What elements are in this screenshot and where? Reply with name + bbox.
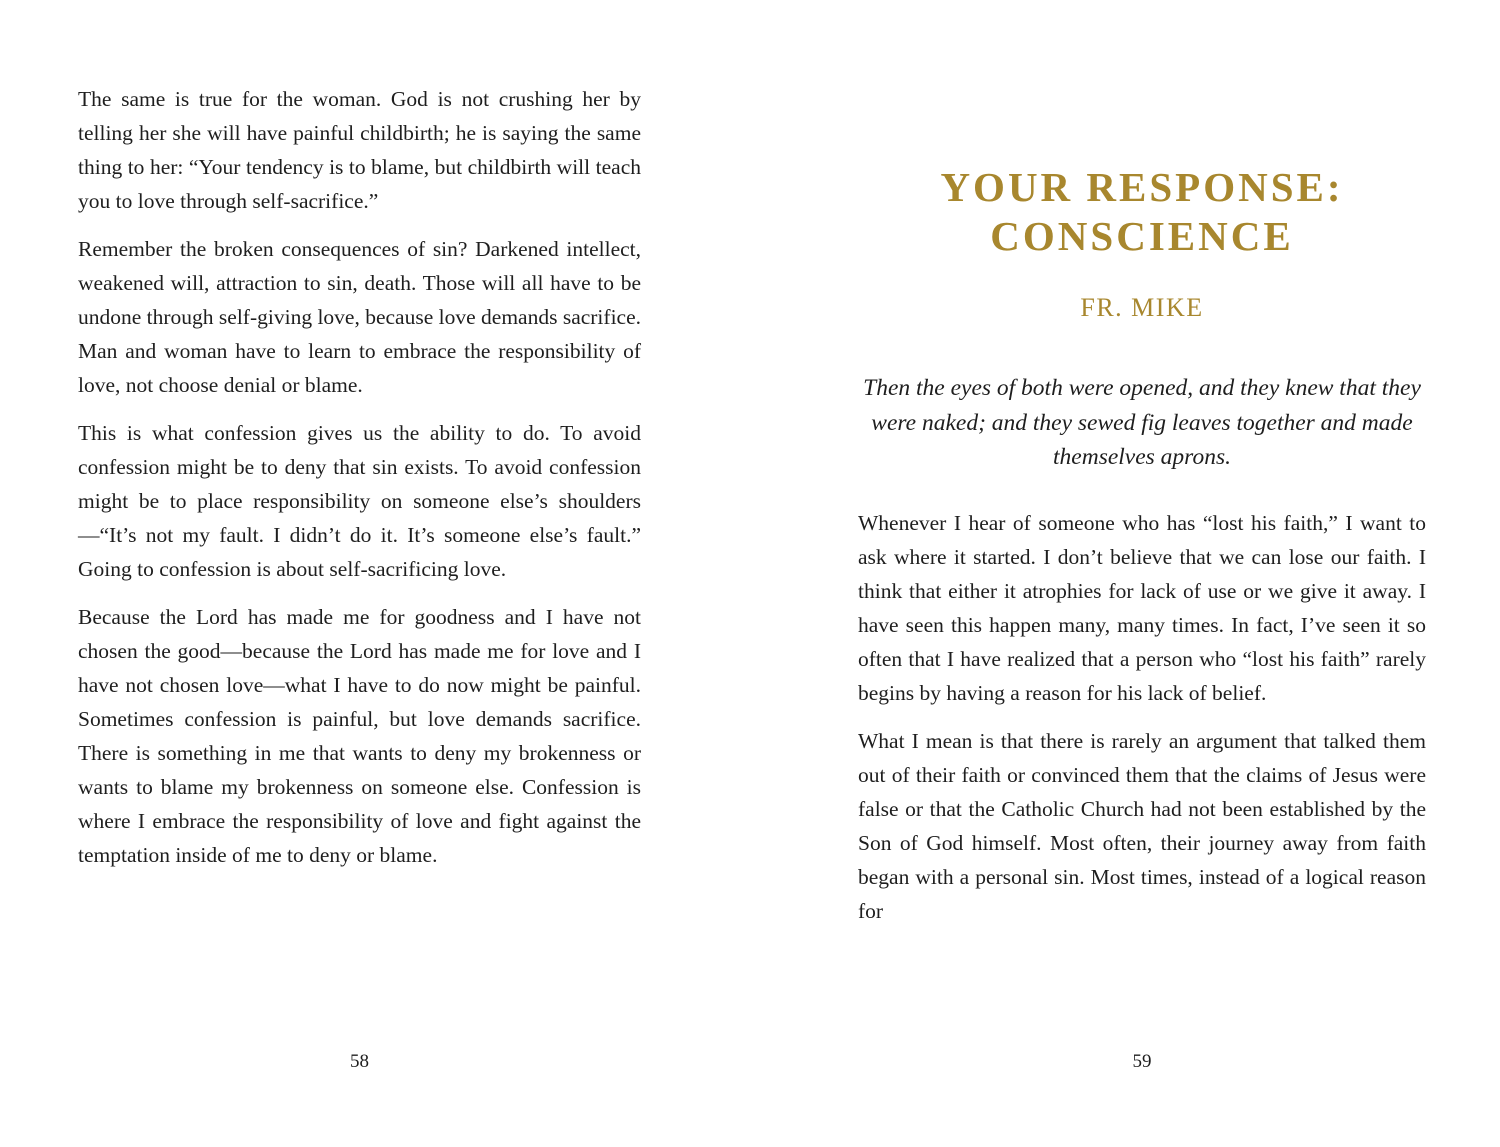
page-right <box>858 0 1426 1147</box>
chapter-title <box>858 163 1426 261</box>
right-body-text <box>858 506 1426 942</box>
left-paragraph-1: The same is true for the woman. God is not crushing her by telling her she will have painful childbirth; he is saying the same thing to her: “Your tendency is to blame, but childbirth will teach you to love through self-sacrifice.” <box>78 87 641 213</box>
page-number-right: 59 <box>1132 1051 1152 1072</box>
right-paragraph-2: What I mean is that there is rarely an argument that talked them out of their faith or convinced them that the claims of Jesus were false or that the Catholic Church had not been established by the Son of God himself. Most often, their journey away from faith began with a personal sin. Most times, instead of a logical reason for <box>858 729 1426 923</box>
left-paragraph-2: Remember the broken consequences of sin? Darkened intellect, weakened will, attraction to sin, death. Those will all have to be undone through self-giving love, because love demands sacrifice. Man and woman have to learn to embrace the responsibility of love, not choose denial or blame. <box>78 237 641 397</box>
page-number-left: 58 <box>350 1051 369 1072</box>
chapter-author: FR. MIKE <box>1080 293 1204 322</box>
chapter-title-line-2: CONSCIENCE <box>990 213 1294 259</box>
right-paragraph-1: Whenever I hear of someone who has “lost his faith,” I want to ask where it started. I don’t believe that we can lose our faith. I think that either it atrophies for lack of use or we give it away. I have seen this happen many, many times. In fact, I’ve seen it so often that I have realized that a person who “lost his faith” rarely begins by having a reason for his lack of belief. <box>858 511 1426 705</box>
chapter-title-line-1: YOUR RESPONSE: <box>940 164 1344 210</box>
left-paragraph-3: This is what confession gives us the ability to do. To avoid confession might be to deny that sin exists. To avoid confession might be to place responsibility on someone else’s shoulders—“It’s not my fault. I didn’t do it. It’s someone else’s fault.” Going to confession is about self-sacrificing love. <box>78 421 641 581</box>
left-paragraph-4: Because the Lord has made me for goodness and I have not chosen the good—because the Lord has made me for love and I have not chosen love—what I have to do now might be painful. Sometimes confession is painful, but love demands sacrifice. There is something in me that wants to deny my brokenness or wants to blame my brokenness on someone else. Confession is where I embrace the responsibility of love and fight against the temptation inside of me to deny or blame. <box>78 605 641 867</box>
left-body-text <box>78 82 641 886</box>
chapter-epigraph: Then the eyes of both were opened, and they knew that they were naked; and they sewed fig leaves together and made themselves aprons. <box>863 375 1421 470</box>
page-left <box>78 0 641 1147</box>
